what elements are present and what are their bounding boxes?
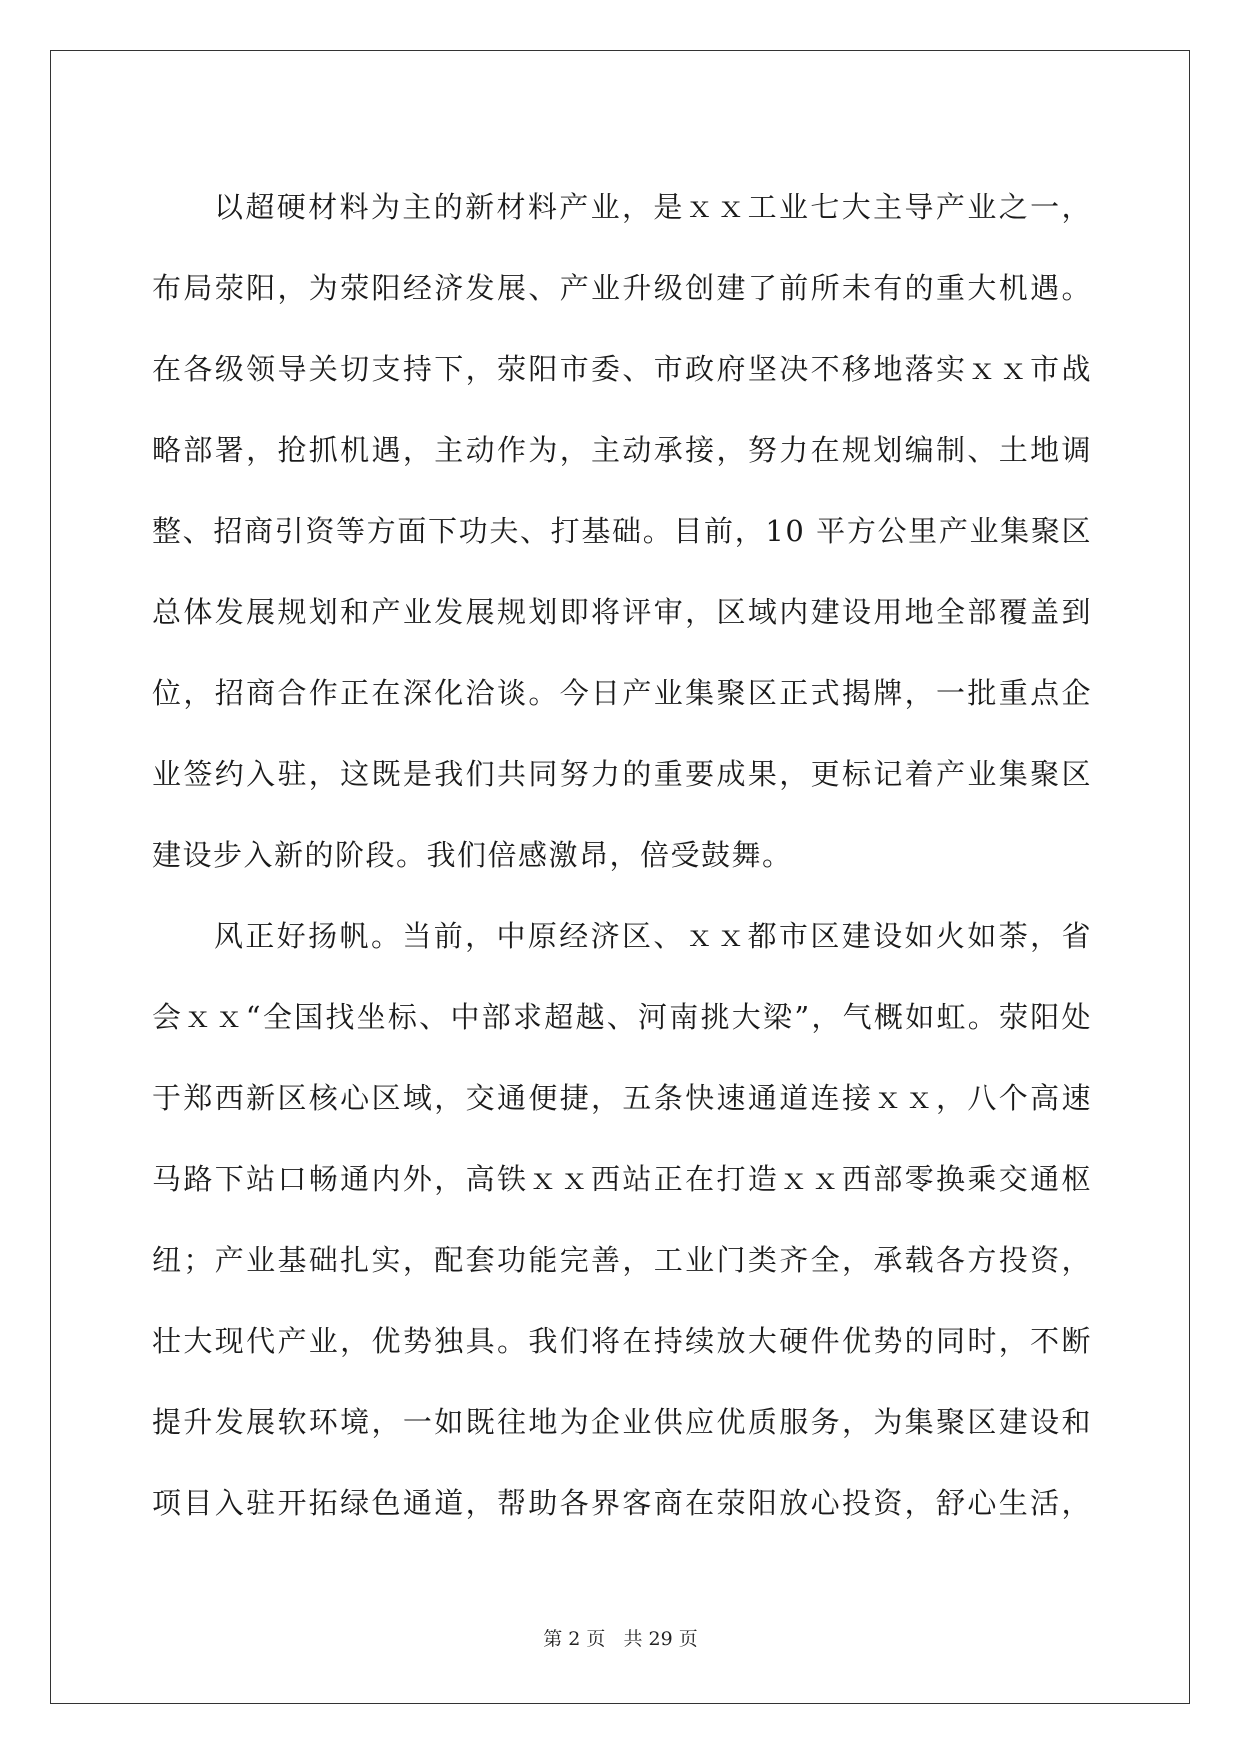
page-number: 第 2 页	[543, 1628, 606, 1650]
text-line: 布局荥阳，为荥阳经济发展、产业升级创建了前所未有的重大机遇。	[152, 271, 1092, 305]
text-line: 马路下站口畅通内外，高铁ｘｘ西站正在打造ｘｘ西部零换乘交通枢	[152, 1162, 1092, 1196]
text-line: 位，招商合作正在深化洽谈。今日产业集聚区正式揭牌，一批重点企	[152, 676, 1092, 710]
text-line: 略部署，抢抓机遇，主动作为，主动承接，努力在规划编制、土地调	[152, 433, 1092, 467]
text-line: 建设步入新的阶段。我们倍感激昂，倍受鼓舞。	[152, 838, 793, 872]
text-line: 壮大现代产业，优势独具。我们将在持续放大硬件优势的同时，不断	[152, 1324, 1092, 1358]
document-body	[152, 167, 1092, 1544]
text-line: 会ｘｘ“全国找坐标、中部求超越、河南挑大梁”，气概如虹。荥阳处	[152, 1000, 1092, 1034]
text-line: 业签约入驻，这既是我们共同努力的重要成果，更标记着产业集聚区	[152, 757, 1092, 791]
text-line: 提升发展软环境，一如既往地为企业供应优质服务，为集聚区建设和	[152, 1405, 1092, 1439]
page-footer	[0, 1624, 1241, 1651]
text-line: 项目入驻开拓绿色通道，帮助各界客商在荥阳放心投资，舒心生活，	[152, 1486, 1092, 1520]
page-total: 共 29 页	[623, 1628, 698, 1650]
text-line: 风正好扬帆。当前，中原经济区、ｘｘ都市区建设如火如荼，省	[214, 919, 1092, 953]
text-line: 纽；产业基础扎实，配套功能完善，工业门类齐全，承载各方投资，	[152, 1243, 1092, 1277]
text-line: 总体发展规划和产业发展规划即将评审，区域内建设用地全部覆盖到	[152, 595, 1092, 629]
text-line: 在各级领导关切支持下，荥阳市委、市政府坚决不移地落实ｘｘ市战	[152, 352, 1092, 386]
text-line: 整、招商引资等方面下功夫、打基础。目前，10 平方公里产业集聚区	[152, 514, 1092, 548]
text-line: 于郑西新区核心区域，交通便捷，五条快速通道连接ｘｘ，八个高速	[152, 1081, 1092, 1115]
text-line: 以超硬材料为主的新材料产业，是ｘｘ工业七大主导产业之一，	[214, 190, 1092, 224]
